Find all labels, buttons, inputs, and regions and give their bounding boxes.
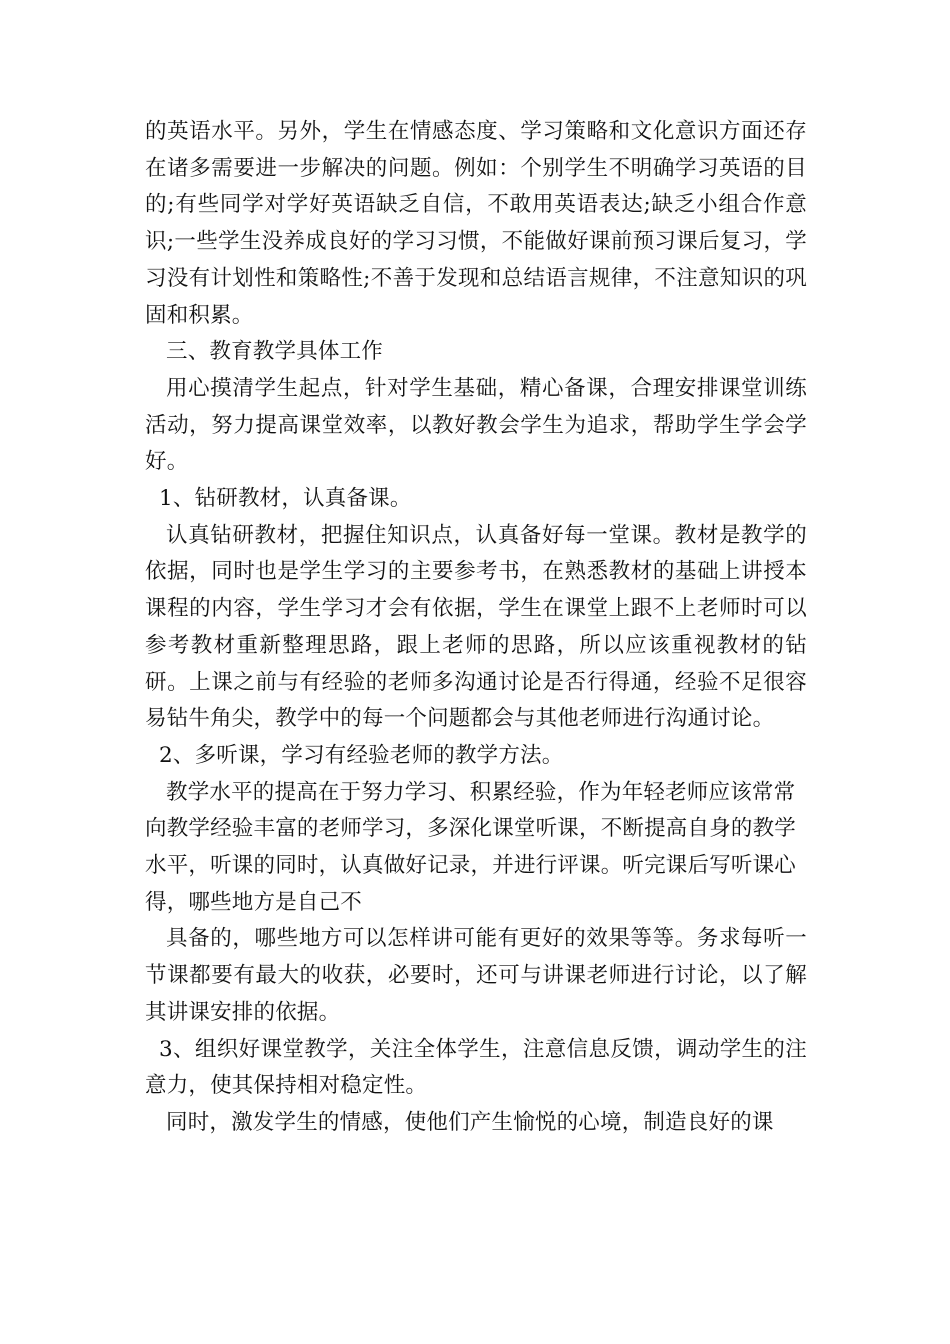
paragraph-study-materials: 认真钻研教材，把握住知识点，认真备好每一堂课。教材是教学的依据，同时也是学生学习的主要参考书，在熟悉教材的基础上讲授本课程的内容，学生学习才会有依据，学生在课堂上跟不上老师时可以参考教材重新整理思路，跟上老师的思路，所以应该重视教材的钻研。上课之前与有经验的老师多沟通讨论是否行得通，经验不足很容易钻牛角尖，教学中的每一个问题都会与其他老师进行沟通讨论。 xyxy=(145,522,807,732)
section-heading-teaching-work: 三、教育教学具体工作 xyxy=(166,339,384,365)
paragraph-student-issues: 的英语水平。另外，学生在情感态度、学习策略和文化意识方面还存在诸多需要进一步解决的问题。例如：个别学生不明确学习英语的目的;有些同学对学好英语缺乏自信，不敢用英语表达;缺乏小组合作意识;一些学生没养成良好的学习习惯，不能做好课前预习课后复习，学习没有计划性和策略性;不善于发现和总结语言规律，不注意知识的巩固和积累。 xyxy=(145,119,807,328)
paragraph-attend-classes-part1: 教学水平的提高在于努力学习、积累经验，作为年轻老师应该常常向教学经验丰富的老师学习，多深化课堂听课，不断提高自身的教学水平，听课的同时，认真做好记录，并进行评课。听完课后写听课心得，哪些地方是自己不 xyxy=(145,779,797,915)
document-body xyxy=(145,114,807,1142)
paragraph-attend-classes-part2: 具备的，哪些地方可以怎样讲可能有更好的效果等等。务求每听一节课都要有最大的收获，必要时，还可与讲课老师进行讨论，以了解其讲课安排的依据。 xyxy=(145,926,807,1025)
paragraph-classroom-emotion: 同时，激发学生的情感，使他们产生愉悦的心境，制造良好的课 xyxy=(166,1109,774,1135)
subheading-attend-classes: 2、多听课，学习有经验老师的教学方法。 xyxy=(159,742,564,768)
paragraph-teaching-overview: 用心摸清学生起点，针对学生基础，精心备课，合理安排课堂训练活动，努力提高课堂效率，以教好教会学生为追求，帮助学生学会学好。 xyxy=(145,375,807,475)
subheading-study-materials: 1、钻研教材，认真备课。 xyxy=(159,486,412,512)
subheading-classroom-organization: 3、组织好课堂教学，关注全体学生，注意信息反馈，调动学生的注意力，使其保持相对稳定性。 xyxy=(145,1036,807,1099)
